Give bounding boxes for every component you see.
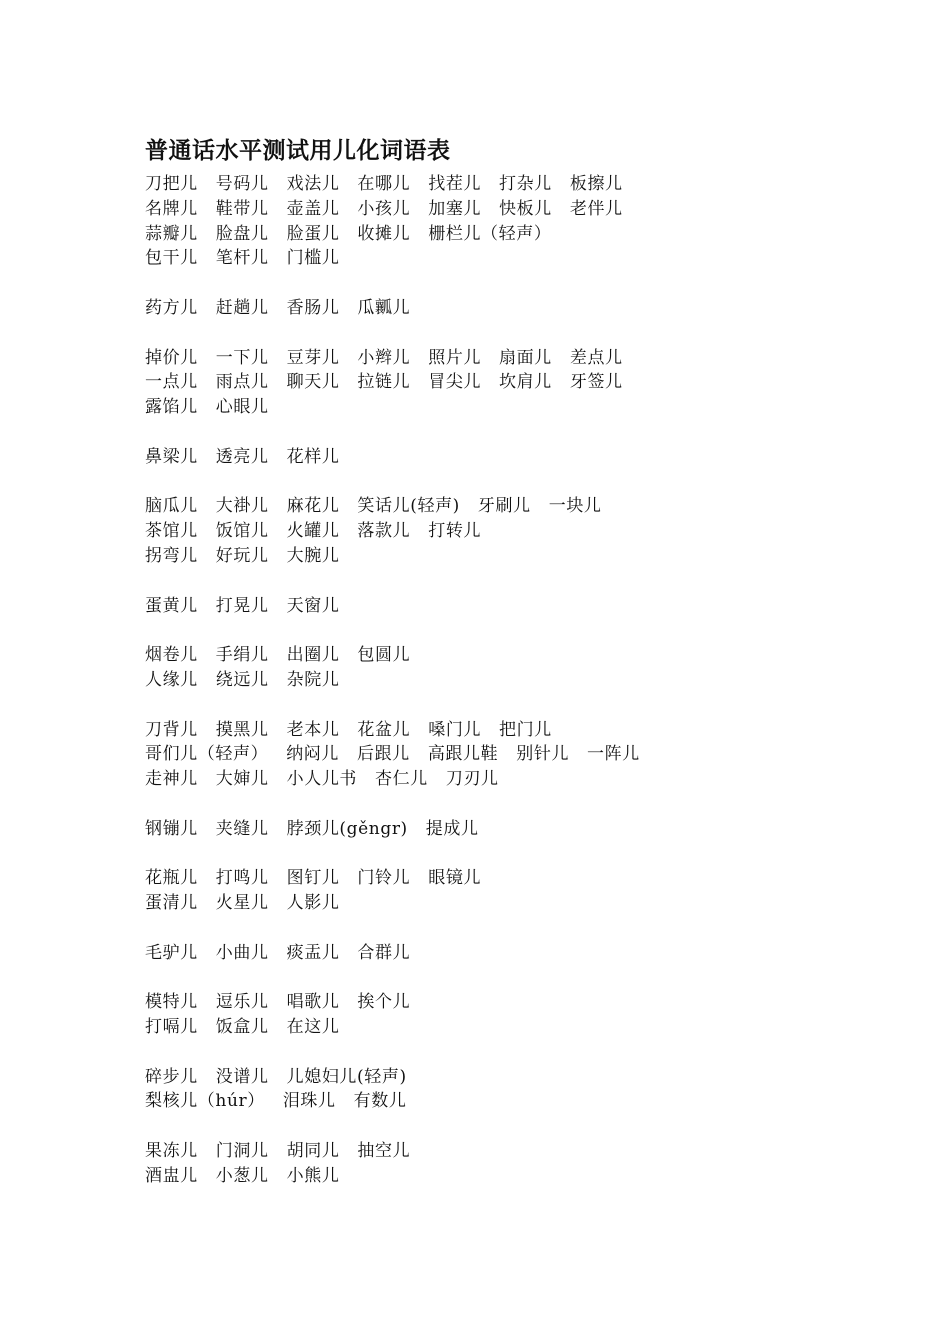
word-line: 钢镚儿 夹缝儿 脖颈儿(gěngr) 提成儿	[145, 818, 479, 839]
word-line: 花瓶儿 打鸣儿 图钉儿 门铃儿 眼镜儿	[145, 868, 482, 889]
word-group-12	[145, 990, 905, 1040]
word-line: 果冻儿 门洞儿 胡同儿 抽空儿	[145, 1141, 411, 1162]
word-group-3	[145, 346, 905, 420]
word-line: 脑瓜儿 大褂儿 麻花儿 笑话儿(轻声) 牙刷儿 一块儿	[145, 496, 602, 517]
word-line: 烟卷儿 手绢儿 出圈儿 包圆儿	[145, 645, 411, 666]
word-group-13	[145, 1065, 905, 1115]
word-line: 打嗝儿 饭盒儿 在这儿	[145, 1017, 340, 1038]
word-line: 包干儿 笔杆儿 门槛儿	[145, 248, 340, 269]
word-group-14	[145, 1139, 905, 1189]
word-group-9	[145, 817, 905, 842]
document-title: 普通话水平测试用儿化词语表	[145, 137, 451, 164]
word-line: 刀背儿 摸黑儿 老本儿 花盆儿 嗓门儿 把门儿	[145, 719, 552, 740]
word-line: 名牌儿 鞋带儿 壶盖儿 小孩儿 加塞儿 快板儿 老伴儿	[145, 198, 623, 219]
word-line: 哥们儿（轻声） 纳闷儿 后跟儿 高跟儿鞋 别针儿 一阵儿	[145, 744, 640, 765]
word-line: 碎步儿 没谱儿 儿媳妇儿(轻声)	[145, 1066, 407, 1087]
word-line: 一点儿 雨点儿 聊天儿 拉链儿 冒尖儿 坎肩儿 牙签儿	[145, 372, 623, 393]
word-line: 茶馆儿 饭馆儿 火罐儿 落款儿 打转儿	[145, 521, 482, 542]
word-line: 酒盅儿 小葱儿 小熊儿	[145, 1165, 340, 1186]
word-line: 刀把儿 号码儿 戏法儿 在哪儿 找茬儿 打杂儿 板擦儿	[145, 174, 623, 194]
word-group-7	[145, 643, 905, 693]
word-group-10	[145, 866, 905, 916]
document-body	[145, 136, 905, 1213]
word-line: 蒜瓣儿 脸盘儿 脸蛋儿 收摊儿 栅栏儿（轻声）	[145, 223, 552, 244]
word-group-2	[145, 296, 905, 321]
word-group-1	[145, 172, 905, 271]
word-group-6	[145, 594, 905, 619]
word-line: 毛驴儿 小曲儿 痰盂儿 合群儿	[145, 942, 411, 963]
word-group-4	[145, 445, 905, 470]
word-line: 梨核儿（húr） 泪珠儿 有数儿	[145, 1091, 407, 1112]
word-line: 蛋清儿 火星儿 人影儿	[145, 893, 340, 914]
word-line: 模特儿 逗乐儿 唱歌儿 挨个儿	[145, 992, 411, 1013]
word-line: 蛋黄儿 打晃儿 天窗儿	[145, 595, 340, 616]
word-line: 药方儿 赶趟儿 香肠儿 瓜瓤儿	[145, 297, 411, 318]
word-line: 露馅儿 心眼儿	[145, 397, 269, 418]
word-line: 鼻梁儿 透亮儿 花样儿	[145, 446, 340, 467]
word-line: 掉价儿 一下儿 豆芽儿 小辫儿 照片儿 扇面儿 差点儿	[145, 347, 623, 368]
word-line: 拐弯儿 好玩儿 大腕儿	[145, 545, 340, 566]
word-line: 人缘儿 绕远儿 杂院儿	[145, 669, 340, 690]
word-line: 走神儿 大婶儿 小人儿书 杏仁儿 刀刃儿	[145, 769, 499, 790]
word-group-5	[145, 494, 905, 568]
word-group-11	[145, 941, 905, 966]
word-group-8	[145, 718, 905, 792]
